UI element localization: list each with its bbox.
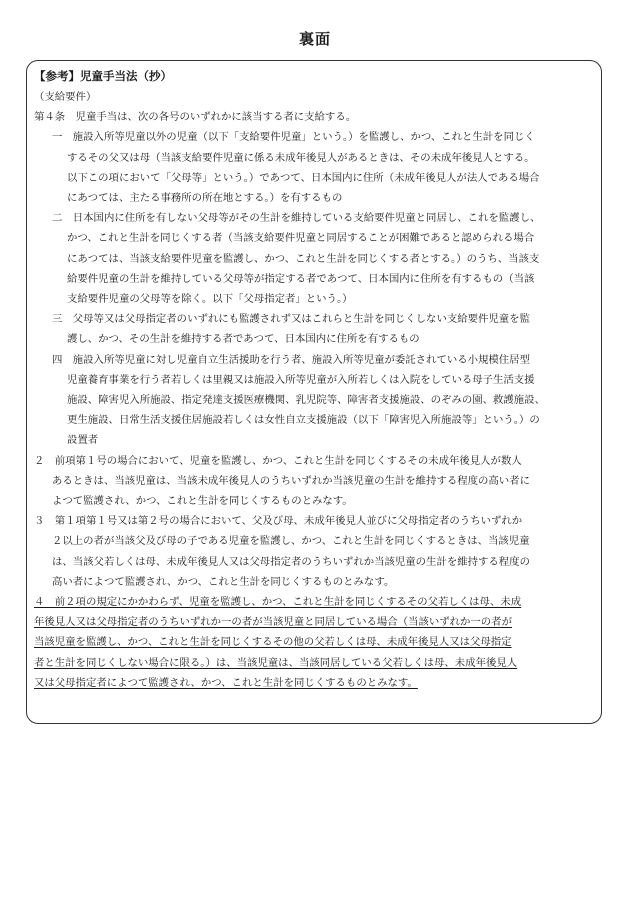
- article-line: にあつては、当該支給要件児童を監護し、かつ、これと生計を同じくする者とする。）のうち、当該支: [67, 252, 540, 265]
- article-line: ３ 第１項第１号又は第２号の場合において、父及び母、未成年後見人並びに父母指定者のうちいずれか: [34, 515, 523, 528]
- article-line: するその父又は母（当該支給要件児童に係る未成年後見人があるときは、その未成年後見人とする。: [67, 151, 535, 164]
- article-line: 護し、かつ、その生計を維持する者であつて、日本国内に住所を有するもの: [67, 333, 420, 346]
- article-line: 設置者: [67, 434, 99, 447]
- article-line: 年後見人又は父母指定者のうちいずれか一の者が当該児童と同居している場合（当該いずれか一の者が: [34, 616, 512, 629]
- article-line: 施設、障害児入所施設、指定発達支援医療機関、乳児院等、障害者支援施設、のぞみの園、救護施設、: [67, 394, 545, 407]
- reference-content: [34, 65, 596, 693]
- article-line: 二 日本国内に住所を有しない父母等がその生計を維持している支給要件児童と同居し、これを監護し、: [52, 212, 541, 225]
- article-line: 四 施設入所等児童に対し児童自立生活援助を行う者、施設入所等児童が委託されている小規模住居型: [52, 353, 530, 366]
- article-line: 第４条 児童手当は、次の各号のいずれかに該当する者に支給する。: [34, 111, 357, 124]
- article-line: ２以上の者が当該父及び母の子である児童を監護し、かつ、これと生計を同じくするときは、当該児童: [52, 535, 530, 548]
- article-line: は、当該父若しくは母、未成年後見人又は父母指定者のうちいずれか当該児童の生計を維持する程度の: [52, 555, 530, 568]
- page-title: 裏面: [298, 30, 331, 48]
- article-line: 児童養育事業を行う者若しくは里親又は施設入所等児童が入所若しくは入院をしている母子生活支援: [67, 373, 535, 386]
- article-line: 者と生計を同じくしない場合に限る。）は、当該児童は、当該同居している父若しくは母、未成年後見人: [34, 656, 518, 669]
- article-line: 以下この項において「父母等」という。）であつて、日本国内に住所（未成年後見人が法人である場合: [67, 171, 540, 184]
- article-text: [34, 107, 596, 693]
- article-line: 当該児童を監護し、かつ、これと生計を同じくするその他の父若しくは母、未成年後見人又は父母指定: [34, 636, 512, 649]
- article-line: あるときは、当該児童は、当該未成年後見人のうちいずれか当該児童の生計を維持する程度の高い者に: [52, 474, 530, 487]
- article-line: 高い者によつて監護され、かつ、これと生計を同じくするものとみなす。: [52, 575, 395, 588]
- reference-heading: 【参考】児童手当法（抄）: [34, 69, 172, 83]
- article-line: ２ 前項第１号の場合において、児童を監護し、かつ、これと生計を同じくするその未成年後見人が数人: [34, 454, 522, 467]
- article-line: 一 施設入所等児童以外の児童（以下「支給要件児童」という。）を監護し、かつ、これと生計を同じく: [52, 131, 535, 144]
- article-line: 三 父母等又は父母指定者のいずれにも監護されず又はこれらと生計を同じくしない支給要件児童を監: [52, 313, 530, 326]
- article-line: かつ、これと生計を同じくする者（当該支給要件児童と同居することが困難であると認められる場合: [67, 232, 535, 245]
- article-line: 又は父母指定者によつて監護され、かつ、これと生計を同じくするものとみなす。: [34, 676, 418, 689]
- article-line: 給要件児童の生計を維持している父母等が指定する者であつて、日本国内に住所を有するもの（当該: [67, 272, 535, 285]
- article-line: 更生施設、日常生活支援住居施設若しくは女性自立支援施設（以下「障害児入所施設等」という。）の: [67, 414, 540, 427]
- article-line: ４ 前２項の規定にかかわらず、児童を監護し、かつ、これと生計を同じくするその父若しくは母、未成: [34, 596, 522, 609]
- article-line: よつて監護され、かつ、これと生計を同じくするものとみなす。: [52, 495, 353, 508]
- section-caption: （支給要件）: [34, 91, 97, 103]
- article-line: にあつては、主たる事務所の所在地とする。）を有するもの: [67, 192, 343, 205]
- article-line: 支給要件児童の父母等を除く。以下「父母指定者」という。）: [67, 293, 353, 306]
